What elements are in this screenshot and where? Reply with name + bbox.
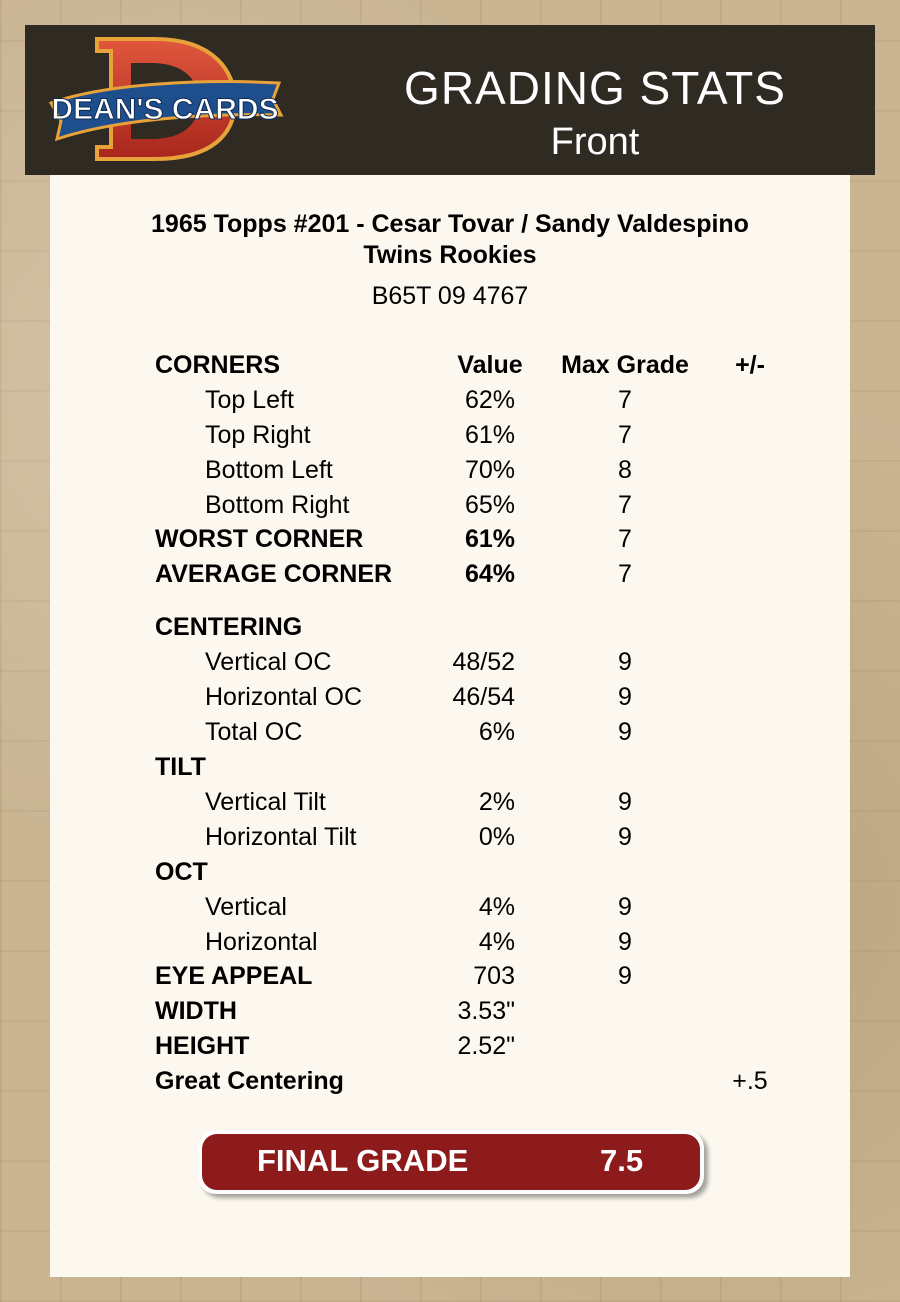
stat-label: HEIGHT (155, 1032, 250, 1060)
stat-row (50, 456, 850, 490)
stat-row (50, 491, 850, 525)
final-grade-label: FINAL GRADE (257, 1143, 469, 1178)
card-title-line2: Twins Rookies (363, 241, 537, 269)
average-corner-row (50, 560, 850, 594)
stat-max-grade: 9 (618, 683, 632, 711)
stat-row (50, 718, 850, 752)
stat-value: 46/54 (452, 683, 515, 711)
card-title-line1: 1965 Topps #201 - Cesar Tovar / Sandy Valdespino (151, 210, 749, 238)
final-grade-value: 7.5 (600, 1143, 644, 1178)
stat-label: Bottom Left (205, 456, 333, 484)
final-grade-banner (202, 1134, 700, 1190)
stat-value: 62% (464, 386, 515, 414)
value-column-header: Value (457, 351, 523, 379)
tilt-heading: TILT (155, 753, 206, 781)
stat-value: 703 (473, 962, 515, 990)
stat-row (50, 421, 850, 455)
stat-max-grade: 9 (618, 962, 632, 990)
bonus-row (50, 1067, 850, 1101)
oct-heading: OCT (155, 858, 208, 886)
stat-label: Top Right (205, 421, 311, 449)
stat-max-grade: 9 (618, 893, 632, 921)
stat-row (50, 648, 850, 682)
stat-max-grade: 9 (618, 648, 632, 676)
tilt-header-row (50, 753, 850, 787)
stat-max-grade: 9 (618, 788, 632, 816)
stat-value: 65% (464, 491, 515, 519)
stat-value: 6% (478, 718, 515, 746)
centering-header-row (50, 613, 850, 647)
stat-row (50, 788, 850, 822)
stat-label: WIDTH (155, 997, 237, 1025)
stat-label: AVERAGE CORNER (155, 560, 393, 588)
corners-header-row (50, 351, 850, 385)
plus-minus-column-header: +/- (735, 351, 765, 379)
stat-label: EYE APPEAL (155, 962, 313, 990)
width-row (50, 997, 850, 1031)
stat-value: 0% (478, 823, 515, 851)
stat-max-grade: 7 (618, 491, 632, 519)
stat-max-grade: 8 (618, 456, 632, 484)
stat-value: 61% (464, 421, 515, 449)
stat-max-grade: 9 (618, 718, 632, 746)
stat-label: Horizontal (205, 928, 318, 956)
stat-value: 2.52" (457, 1032, 515, 1060)
height-row (50, 1032, 850, 1066)
stat-value: 70% (464, 456, 515, 484)
worst-corner-row (50, 525, 850, 559)
stat-label: Vertical Tilt (205, 788, 326, 816)
card-title (50, 209, 850, 271)
stat-max-grade: 9 (618, 928, 632, 956)
stat-label: Vertical (205, 893, 287, 921)
stat-max-grade: 7 (618, 386, 632, 414)
stat-label: Great Centering (155, 1067, 344, 1095)
max-grade-column-header: Max Grade (561, 351, 689, 379)
stat-value: 48/52 (452, 648, 515, 676)
stat-max-grade: 7 (618, 560, 632, 588)
stat-max-grade: 7 (618, 421, 632, 449)
centering-heading: CENTERING (155, 613, 303, 641)
stat-max-grade: 7 (618, 525, 632, 553)
stat-row (50, 386, 850, 420)
final-grade-box (198, 1130, 704, 1194)
page-title: GRADING STATS (404, 62, 786, 114)
stat-label: Vertical OC (205, 648, 332, 676)
stat-value: 4% (478, 893, 515, 921)
corners-heading: CORNERS (155, 351, 281, 379)
stat-value: 61% (464, 525, 515, 553)
stat-label: WORST CORNER (155, 525, 364, 553)
deans-cards-logo (47, 35, 285, 163)
stat-row (50, 683, 850, 717)
stat-label: Total OC (205, 718, 303, 746)
stat-value: 4% (478, 928, 515, 956)
stat-row (50, 823, 850, 857)
cert-number: B65T 09 4767 (371, 282, 529, 310)
stat-label: Bottom Right (205, 491, 350, 519)
stat-label: Horizontal Tilt (205, 823, 357, 851)
stat-label: Horizontal OC (205, 683, 362, 711)
header-bar (25, 25, 875, 175)
eye-appeal-row (50, 962, 850, 996)
oct-header-row (50, 858, 850, 892)
stat-value: 2% (478, 788, 515, 816)
stat-max-grade: 9 (618, 823, 632, 851)
stats-panel (50, 175, 850, 1277)
stat-value: 64% (464, 560, 515, 588)
stat-row (50, 928, 850, 962)
stat-value: 3.53" (457, 997, 515, 1025)
page-subtitle: Front (550, 121, 640, 163)
stat-label: Top Left (205, 386, 294, 414)
stat-row (50, 893, 850, 927)
bonus-value: +.5 (732, 1067, 768, 1095)
logo-text: DEAN'S CARDS (51, 93, 279, 126)
